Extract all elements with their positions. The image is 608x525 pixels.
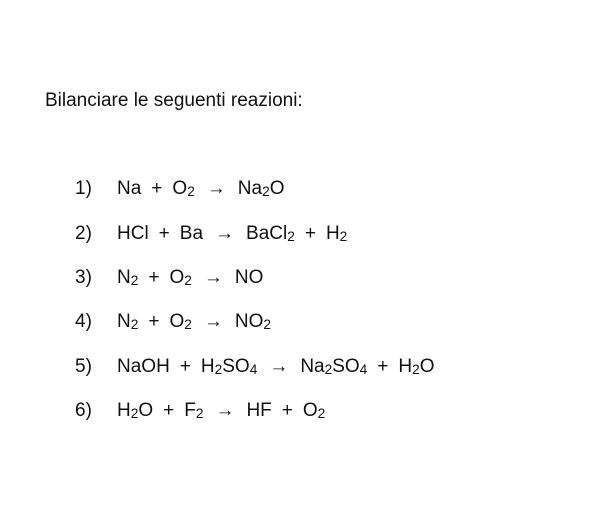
formula-text: SO (222, 356, 250, 377)
species-token (180, 221, 203, 247)
species-token (172, 176, 194, 203)
species-token (184, 398, 203, 425)
formula-text: H (200, 356, 215, 377)
reaction-item (0, 221, 608, 247)
reaction-arrow-icon (215, 221, 234, 247)
species-token (117, 398, 153, 425)
formula-text: + (281, 400, 293, 421)
reaction-arrow-icon (207, 176, 226, 202)
reaction-item (0, 354, 608, 380)
formula-text: + (158, 223, 170, 244)
formula-text: → (206, 178, 226, 199)
subscript: 2 (130, 273, 139, 289)
formula-text: O (138, 400, 154, 421)
plus-sign (148, 309, 159, 335)
reaction-arrow-icon (204, 309, 223, 335)
subscript: 2 (130, 406, 139, 422)
subscript: 2 (263, 317, 271, 333)
formula-text: Na (300, 356, 325, 377)
species-token (117, 221, 149, 247)
formula-text: BaCl (246, 223, 288, 244)
subscript: 2 (184, 273, 192, 289)
formula-text: NO (234, 311, 264, 332)
species-token (235, 265, 264, 291)
species-token (246, 221, 295, 248)
subscript: 2 (317, 406, 326, 422)
formula-text: Na (237, 178, 263, 199)
plus-sign (159, 221, 170, 247)
species-token (169, 309, 191, 336)
subscript: 4 (359, 362, 368, 378)
formula-text: O (169, 311, 185, 332)
formula-text: → (203, 311, 223, 332)
reaction-item (0, 265, 608, 291)
reaction-equation (117, 221, 347, 248)
formula-text: O (169, 267, 185, 288)
formula-text: + (151, 178, 163, 199)
reaction-number: 5) (75, 356, 92, 377)
reaction-equation (117, 265, 263, 292)
plus-sign (163, 398, 174, 424)
formula-text: + (148, 267, 160, 288)
formula-text: H (325, 223, 340, 244)
formula-text: → (269, 356, 289, 377)
subscript: 4 (249, 362, 258, 378)
page-title: Bilanciare le seguenti reazioni: (45, 90, 303, 111)
species-token (326, 221, 347, 248)
formula-text: → (215, 223, 235, 244)
formula-text: HF (246, 400, 272, 421)
species-token (201, 354, 257, 381)
formula-text: N (117, 311, 131, 332)
species-token (398, 354, 434, 381)
plus-sign (282, 398, 293, 424)
plus-sign (151, 176, 162, 202)
formula-text: H (117, 400, 131, 421)
plus-sign (180, 354, 191, 380)
formula-text: → (203, 267, 223, 288)
species-token (300, 354, 367, 381)
subscript: 2 (339, 229, 348, 245)
species-token (169, 265, 191, 292)
reaction-number: 2) (75, 223, 92, 244)
species-token (117, 354, 170, 380)
formula-text: H (398, 356, 413, 377)
formula-text: SO (332, 356, 360, 377)
formula-text: HCl (117, 223, 149, 244)
reaction-number: 6) (75, 400, 92, 421)
species-token (235, 309, 271, 336)
formula-text: F (184, 400, 196, 421)
reaction-equation (117, 354, 435, 381)
formula-text: + (179, 356, 191, 377)
formula-text: N (117, 267, 131, 288)
species-token (117, 176, 141, 202)
subscript: 2 (184, 317, 192, 333)
reaction-number: 4) (75, 311, 92, 332)
formula-text: Ba (179, 223, 204, 244)
formula-text: → (215, 400, 235, 421)
reaction-arrow-icon (204, 265, 223, 291)
reaction-equation (117, 176, 284, 203)
reaction-number: 3) (75, 267, 92, 288)
subscript: 2 (195, 406, 204, 422)
reaction-item (0, 398, 608, 424)
reaction-number: 1) (75, 178, 92, 199)
subscript: 2 (187, 184, 195, 200)
species-token (303, 398, 325, 425)
formula-text: NaOH (117, 356, 170, 377)
formula-text: O (302, 400, 318, 421)
formula-text: + (163, 400, 175, 421)
plus-sign (148, 265, 159, 291)
subscript: 2 (287, 229, 295, 245)
formula-text: O (269, 178, 285, 199)
subscript: 2 (214, 362, 223, 378)
plus-sign (305, 221, 316, 247)
formula-text: + (148, 311, 160, 332)
reaction-equation (117, 309, 271, 336)
formula-text: O (172, 178, 188, 199)
reaction-arrow-icon (215, 398, 234, 424)
subscript: 2 (262, 184, 270, 200)
formula-text: O (419, 356, 435, 377)
reaction-item (0, 309, 608, 335)
reaction-item (0, 176, 608, 202)
reaction-arrow-icon (269, 354, 288, 380)
species-token (117, 265, 138, 292)
plus-sign (377, 354, 388, 380)
subscript: 2 (412, 362, 420, 378)
species-token (238, 176, 285, 203)
formula-text: NO (234, 267, 264, 288)
formula-text: Na (117, 178, 142, 199)
subscript: 2 (130, 317, 139, 333)
reaction-equation (117, 398, 325, 425)
subscript: 2 (324, 362, 333, 378)
formula-text: + (377, 356, 389, 377)
species-token (117, 309, 138, 336)
formula-text: + (304, 223, 316, 244)
species-token (246, 398, 271, 424)
